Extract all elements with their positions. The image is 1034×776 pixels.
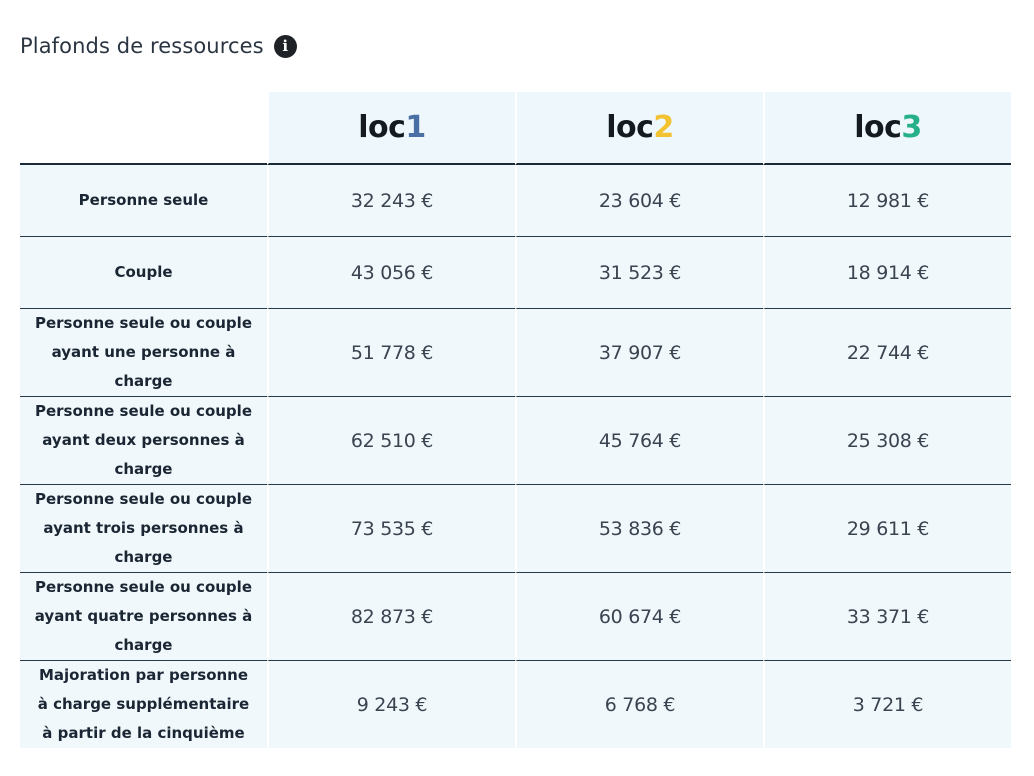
loc1-logo <box>358 109 426 145</box>
income-ceilings-table <box>20 92 1011 748</box>
table-row <box>20 397 1011 485</box>
cell-value-loc3: 3 721 € <box>763 661 1011 748</box>
cell-value-loc1: 73 535 € <box>267 485 515 573</box>
cell-value-loc2: 37 907 € <box>515 309 763 397</box>
row-label: Personne seule ou couple ayant une personne à charge <box>20 309 267 397</box>
header-empty-cell <box>20 92 267 165</box>
cell-value-loc2: 31 523 € <box>515 237 763 309</box>
brand-digit: 3 <box>901 109 922 145</box>
brand-digit: 2 <box>653 109 674 145</box>
cell-value-loc3: 18 914 € <box>763 237 1011 309</box>
table-row <box>20 309 1011 397</box>
row-label: Personne seule ou couple ayant trois personnes à charge <box>20 485 267 573</box>
cell-value-loc3: 29 611 € <box>763 485 1011 573</box>
cell-value-loc3: 33 371 € <box>763 573 1011 661</box>
cell-value-loc2: 6 768 € <box>515 661 763 748</box>
row-label: Personne seule <box>20 165 267 237</box>
cell-value-loc3: 22 744 € <box>763 309 1011 397</box>
cell-value-loc2: 23 604 € <box>515 165 763 237</box>
row-label: Personne seule ou couple ayant deux personnes à charge <box>20 397 267 485</box>
row-label: Personne seule ou couple ayant quatre personnes à charge <box>20 573 267 661</box>
brand-digit: 1 <box>405 109 426 145</box>
cell-value-loc2: 45 764 € <box>515 397 763 485</box>
column-header-loc1 <box>267 92 515 165</box>
table-header-row <box>20 92 1011 165</box>
income-ceilings-table-container <box>20 92 1011 748</box>
row-label: Couple <box>20 237 267 309</box>
table-row <box>20 485 1011 573</box>
cell-value-loc1: 62 510 € <box>267 397 515 485</box>
brand-text: loc <box>606 109 654 145</box>
column-header-loc2 <box>515 92 763 165</box>
section-title: Plafonds de ressources <box>20 34 264 58</box>
row-label: Majoration par personne à charge supplémentaire à partir de la cinquième <box>20 661 267 748</box>
table-row <box>20 573 1011 661</box>
cell-value-loc1: 82 873 € <box>267 573 515 661</box>
cell-value-loc3: 25 308 € <box>763 397 1011 485</box>
info-icon[interactable]: i <box>274 35 297 58</box>
cell-value-loc1: 32 243 € <box>267 165 515 237</box>
brand-text: loc <box>854 109 902 145</box>
cell-value-loc1: 43 056 € <box>267 237 515 309</box>
loc3-logo <box>854 109 922 145</box>
table-row <box>20 661 1011 748</box>
cell-value-loc1: 51 778 € <box>267 309 515 397</box>
section-header <box>20 30 297 62</box>
cell-value-loc2: 60 674 € <box>515 573 763 661</box>
column-header-loc3 <box>763 92 1011 165</box>
table-row <box>20 237 1011 309</box>
loc2-logo <box>606 109 674 145</box>
cell-value-loc1: 9 243 € <box>267 661 515 748</box>
table-row <box>20 165 1011 237</box>
brand-text: loc <box>358 109 406 145</box>
cell-value-loc2: 53 836 € <box>515 485 763 573</box>
cell-value-loc3: 12 981 € <box>763 165 1011 237</box>
